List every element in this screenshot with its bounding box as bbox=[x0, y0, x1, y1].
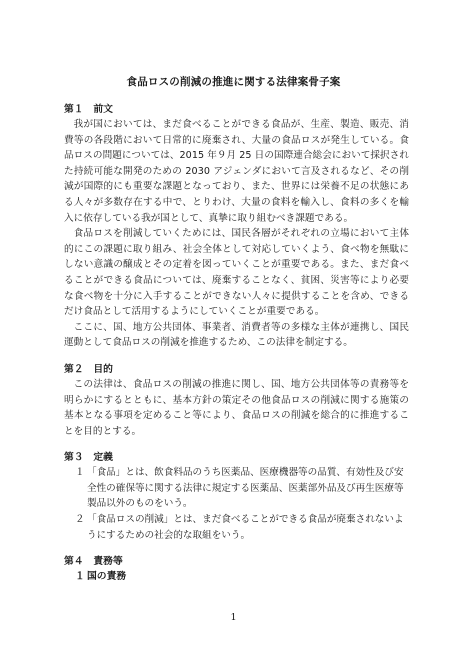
subsection-title: 国の責務 bbox=[87, 571, 127, 583]
preamble-paragraph-2: 食品ロスを削減していくためには、国民各層がそれぞれの立場において主体的にこの課題に取り組み、社会全体として対応していくよう、食べ物を無駄にしない意識の醸成とその定着を図っていくことが重要である。また、まだ食べることができる食品については、廃棄することなく、貧困、災害等により必要な食べ物を十分に入手することができない人々に提供することを含め、できるだけ食品として活用するようにしていくことが重要である。 bbox=[64, 228, 409, 318]
purpose-paragraph: この法律は、食品ロスの削減の推進に関し、国、地方公共団体等の責務等を明らかにするとともに、基本方針の策定その他食品ロスの削減に関する施策の基本となる事項を定めること等により、食品ロスの削減を総合的に推進することを目的とする。 bbox=[64, 378, 409, 437]
definition-item bbox=[64, 465, 409, 512]
page-number: 1 bbox=[230, 612, 237, 623]
section-heading-purpose: 第２ 目的 bbox=[64, 363, 113, 375]
preamble-paragraph-1: 我が国においては、まだ食べることができる食品が、生産、製造、販売、消費等の各段階において日常的に廃棄され、大量の食品ロスが発生している。食品ロスの問題については、2015 年９月 25 日の国際連合総会において採択された持続可能な開発のための 2030 アジェンダにおいて言及されるなど、その削減が国際的にも重要な課題となっており、また、世界には栄養不足の状態にある人々が多数存在する中で、とりわけ、大量の食料を輸入し、食料の多くを輸入に依存している我が国として、真摯に取り組むべき課題である。 bbox=[64, 119, 409, 224]
definition-item-number: ２ bbox=[75, 514, 85, 526]
document-body bbox=[64, 103, 409, 585]
preamble-paragraph-3: ここに、国、地方公共団体、事業者、消費者等の多様な主体が連携し、国民運動として食品ロスの削減を推進するため、この法律を制定する。 bbox=[64, 321, 409, 349]
subsection-number: １ bbox=[75, 571, 85, 583]
section-heading-definitions: 第３ 定義 bbox=[64, 452, 113, 464]
definition-item-number: １ bbox=[75, 467, 85, 479]
definition-item-text: 「食品ロスの削減」とは、まだ食べることができる食品が廃棄されないようにするための社会的な取組をいう。 bbox=[87, 514, 404, 541]
section-heading-preamble: 第１ 前文 bbox=[64, 104, 113, 115]
subsection-heading bbox=[64, 569, 409, 585]
definition-item bbox=[64, 512, 409, 543]
document-title: 食品ロスの削減の推進に関する法律案骨子案 bbox=[126, 76, 341, 88]
section-heading-responsibilities: 第４ 責務等 bbox=[64, 556, 123, 568]
definition-item-text: 「食品」とは、飲食料品のうち医薬品、医療機器等の品質、有効性及び安全性の確保等に関する法律に規定する医薬品、医薬部外品及び再生医療等製品以外のものをいう。 bbox=[87, 467, 404, 510]
